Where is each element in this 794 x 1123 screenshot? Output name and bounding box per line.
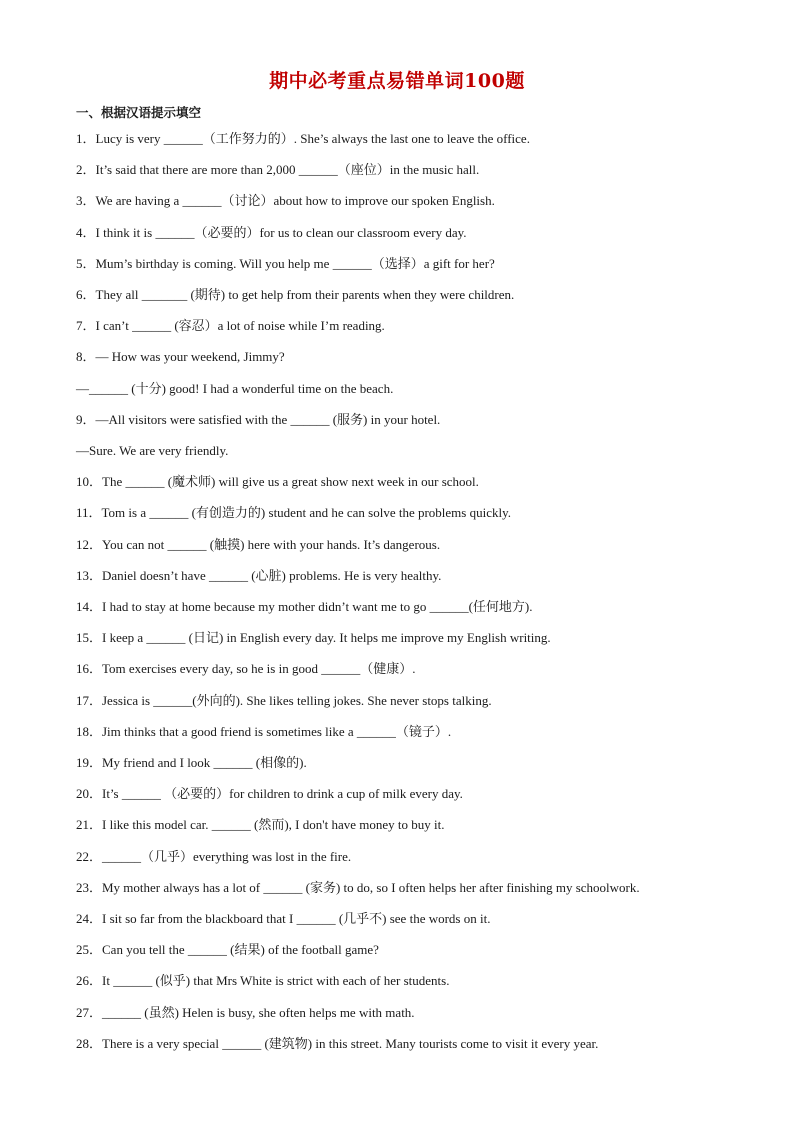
question-14: 14．I had to stay at home because my mother didn’t want me to go ______(任何地方). [76,599,533,614]
question-4: 4．I think it is ______（必要的）for us to clean our classroom every day. [76,225,467,240]
question-11: 11．Tom is a ______ (有创造力的) student and he can solve the problems quickly. [76,505,511,520]
question-23: 23．My mother always has a lot of ______ (家务) to do, so I often helps her after finishing my schoolwork. [76,880,640,895]
question-8-answer-line: —______ (十分) good! I had a wonderful time on the beach. [76,381,394,396]
question-13: 13．Daniel doesn’t have ______ (心脏) problems. He is very healthy. [76,568,442,583]
question-8: 8．— How was your weekend, Jimmy? [76,349,285,364]
question-21: 21．I like this model car. ______ (然而), I don't have money to buy it. [76,817,445,832]
question-22: 22．______（几乎）everything was lost in the fire. [76,849,352,864]
question-9-answer-line: —Sure. We are very friendly. [76,443,229,458]
question-12: 12．You can not ______ (触摸) here with your hands. It’s dangerous. [76,537,441,552]
question-3: 3．We are having a ______（讨论）about how to improve our spoken English. [76,193,495,208]
question-25: 25．Can you tell the ______ (结果) of the football game? [76,942,379,957]
question-16: 16．Tom exercises every day, so he is in good ______（健康）. [76,661,416,676]
question-2: 2．It’s said that there are more than 2,000 ______（座位）in the music hall. [76,162,480,177]
question-7: 7．I can’t ______ (容忍）a lot of noise while I’m reading. [76,318,385,333]
question-26: 26．It ______ (似乎) that Mrs White is strict with each of her students. [76,973,450,988]
question-5: 5．Mum’s birthday is coming. Will you help me ______（选择）a gift for her? [76,256,495,271]
question-18: 18．Jim thinks that a good friend is sometimes like a ______（镜子）. [76,724,452,739]
question-24: 24．I sit so far from the blackboard that I ______ (几乎不) see the words on it. [76,911,491,926]
question-28: 28．There is a very special ______ (建筑物) in this street. Many tourists come to visit it every year. [76,1036,599,1051]
question-15: 15．I keep a ______ (日记) in English every day. It helps me improve my English writing. [76,630,551,645]
question-6: 6．They all _______ (期待) to get help from their parents when they were children. [76,287,515,302]
question-1: 1．Lucy is very ______（工作努力的）. She’s always the last one to leave the office. [76,131,530,146]
question-20: 20．It’s ______ （必要的）for children to drink a cup of milk every day. [76,786,463,801]
question-19: 19．My friend and I look ______ (相像的). [76,755,307,770]
question-9: 9．—All visitors were satisfied with the ______ (服务) in your hotel. [76,412,441,427]
question-27: 27．______ (虽然) Helen is busy, she often helps me with math. [76,1005,415,1020]
section-heading: 一、根据汉语提示填空 [76,105,202,120]
page-title: 期中必考重点易错单词100题 [269,70,525,92]
question-17: 17．Jessica is ______(外向的). She likes telling jokes. She never stops talking. [76,693,492,708]
question-10: 10．The ______ (魔术师) will give us a great show next week in our school. [76,474,479,489]
